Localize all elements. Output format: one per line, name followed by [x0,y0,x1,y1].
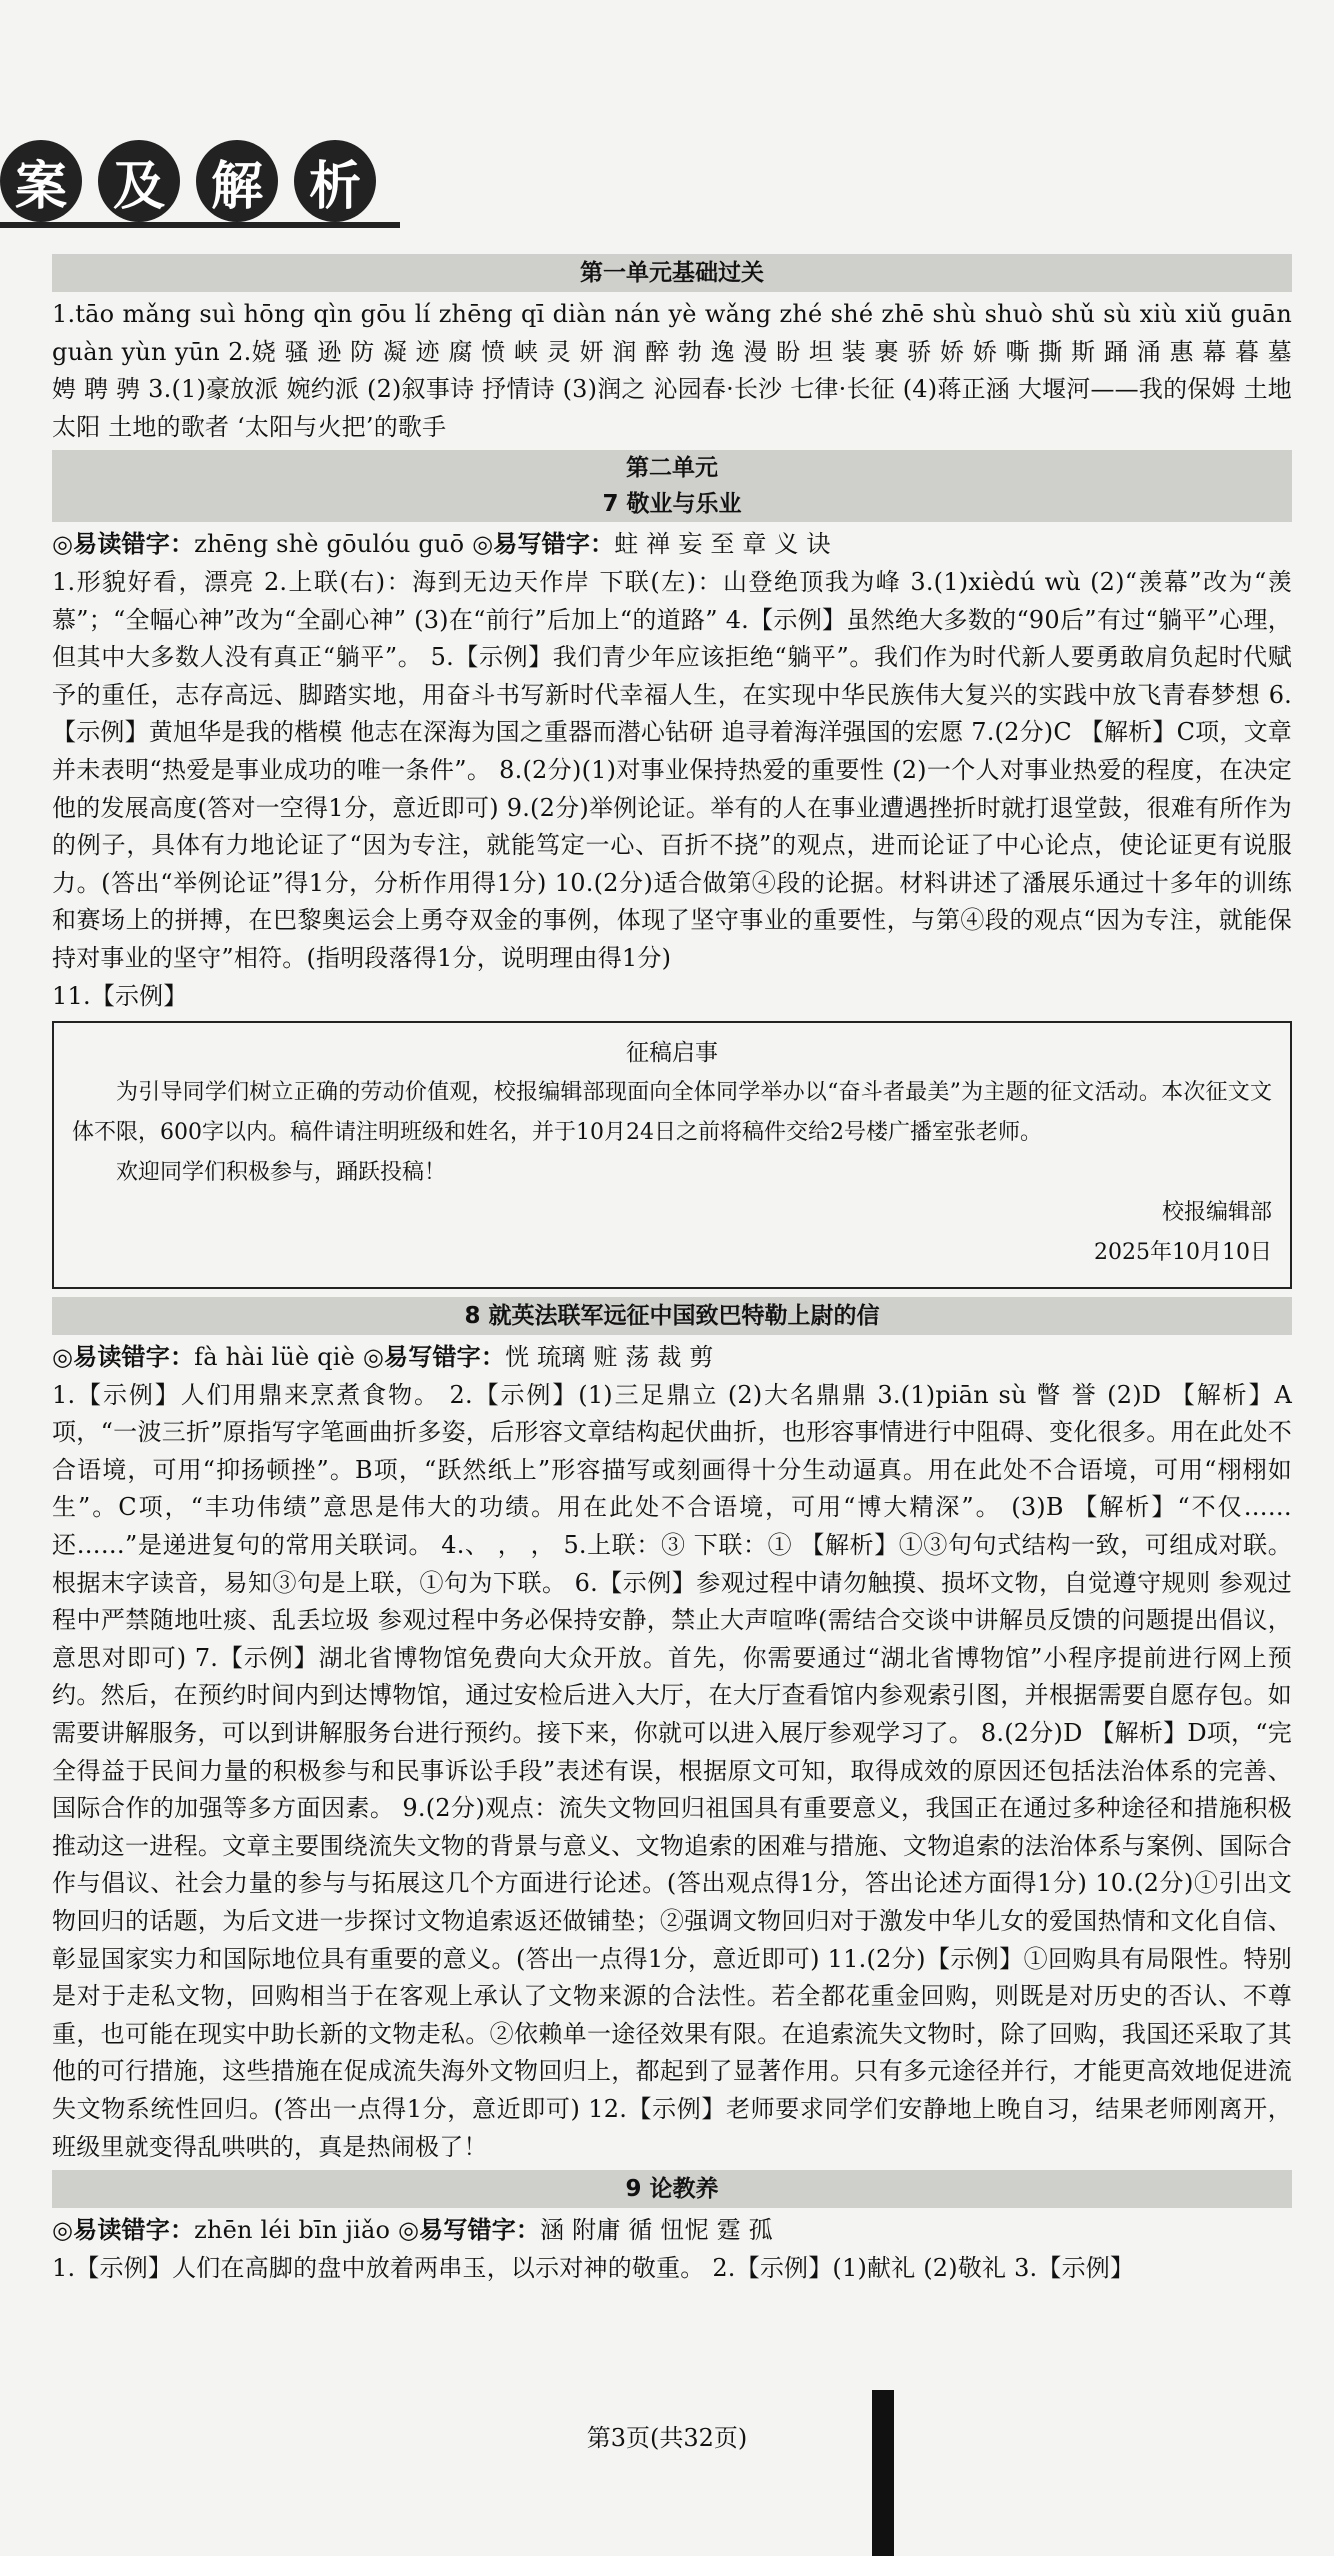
lesson7-keywords [52,526,1292,564]
title-char: 案 [0,140,82,222]
write-label: ◎易写错字： [472,530,615,559]
notice-sign: 校报编辑部 [1161,1200,1272,1226]
write-value: 涵 附庸 循 忸怩 霆 孤 [540,2216,773,2245]
notice-paragraph: 欢迎同学们积极参与，踊跃投稿！ [116,1160,447,1186]
lesson7-title: 7 敬业与乐业 [602,491,742,518]
answer-title [0,140,392,222]
read-label: ◎易读错字： [52,530,195,559]
write-label: ◎易写错字： [397,2216,541,2245]
lesson8-answers: 1.【示例】人们用鼎来烹煮食物。 2.【示例】(1)三足鼎立 (2)大名鼎鼎 3.(1)piān sù 瞥 誉 (2)D 【解析】A项，“一波三折”原指写字笔画曲折多姿，后形容文章结构起伏曲折，也形容事情进行中阻碍、变化很多。用在此处不合语境，可用“抑扬顿挫”。B项，“跃然纸上”形容描写或刻画得十分生动逼真。用在此处不合语境，可用“栩栩如生”。C项，“丰功伟绩”意思是伟大的功绩。用在此处不合语境，可用“博大精深”。 (3)B 【解析】“不仅……还……”是递进复句的常用关联词。 4.、 ， ， 5.上联：③ 下联：① 【解析】①③句句式结构一致，可组成对联。根据末字读音，易知③句是上联，①句为下联。 6.【示例】参观过程中请勿触摸、损坏文物，自觉遵守规则 参观过程中严禁随地吐痰、乱丢垃圾 参观过程中务必保持安静，禁止大声喧哗(需结合交谈中讲解员反馈的问题提出倡议，意思对即可) 7.【示例】湖北省博物馆免费向大众开放。首先，你需要通过“湖北省博物馆”小程序提前进行网上预约。然后，在预约时间内到达博物馆，通过安检后进入大厅，在大厅查看馆内参观索引图，并根据需要自愿存包。如需要讲解服务，可以到讲解服务台进行预约。接下来，你就可以进入展厅参观学习了。 8.(2分)D 【解析】D项，“完全得益于民间力量的积极参与和民事诉讼手段”表述有误，根据原文可知，取得成效的原因还包括法治体系的完善、国际合作的加强等多方面因素。 9.(2分)观点：流失文物回归祖国具有重要意义，我国正在通过多种途径和措施积极推动这一进程。文章主要围绕流失文物的背景与意义、文物追索的困难与措施、文物追索的法治体系与案例、国际合作与倡议、社会力量的参与与拓展这几个方面进行论述。(答出观点得1分，答出论述方面得1分) 10.(2分)①引出文物回归的话题，为后文进一步探讨文物追索返还做铺垫；②强调文物回归对于激发中华儿女的爱国热情和文化自信、彰显国家实力和国际地位具有重要的意义。(答出一点得1分，意近即可) 11.(2分)【示例】①回购具有局限性。特别是对于走私文物，回购相当于在客观上承认了文物来源的合法性。若全都花重金回购，则既是对历史的否认、不尊重，也可能在现实中助长新的文物走私。②依赖单一途径效果有限。在追索流失文物时，除了回购，我国还采取了其他的可行措施，这些措施在促成流失海外文物回归上，都起到了显著作用。只有多元途径并行，才能更高效地促进流失文物系统性回归。(答出一点得1分，意近即可) 12.【示例】老师要求同学们安静地上晚自习，结果老师刚离开，班级里就变得乱哄哄的，真是热闹极了！ [52,1380,1292,2161]
notice-paragraph: 为引导同学们树立正确的劳动价值观，校报编辑部现面向全体同学举办以“奋斗者最美”为主题的征文活动。本次征文文体不限，600字以内。稿件请注明班级和姓名，并于10月24日之前将稿件交给2号楼广播室张老师。 [72,1080,1272,1146]
answer-content [52,250,1292,2287]
unit2-heading [52,450,1292,522]
notice-title: 征稿启事 [626,1040,718,1067]
lesson8-title: 8 就英法联军远征中国致巴特勒上尉的信 [52,1297,1292,1335]
title-char: 解 [196,140,278,222]
write-value: 恍 琉璃 赃 荡 裁 剪 [505,1343,714,1372]
unit2-title: 第二单元 [626,455,718,482]
unit1-answers: 1.tāo mǎng suì hōng qìn gōu lí zhēng qī diàn nán yè wǎng zhé shé zhē shù shuò shǔ sù xiù xiǔ guān guàn yùn yūn 2.娆 骚 逊 防 凝 迹 腐 愤 峡 灵 妍 润 醉 勃 逸 漫 盼 坦 装 裹 骄 娇 娇 嘶 撕 斯 踊 涌 惠 幕 暮 墓 娉 聘 骋 3.(1)豪放派 婉约派 (2)叙事诗 抒情诗 (3)润之 沁园春·长沙 七律·长征 (4)蒋正涵 大堰河——我的保姆 土地 太阳 土地的歌者 ‘太阳与火把’的歌手 [52,300,1292,441]
title-underline [0,222,400,228]
lesson9-keywords [52,2212,1292,2250]
read-label: ◎易读错字： [52,1343,195,1372]
lesson8-keywords [52,1339,1292,1377]
title-char: 析 [294,140,376,222]
lesson9-answers: 1.【示例】人们在高脚的盘中放着两串玉，以示对神的敬重。 2.【示例】(1)献礼 (2)敬礼 3.【示例】 [52,2253,1135,2282]
essay-notice-box [52,1021,1292,1289]
page-number: 第3页(共32页) [586,2424,748,2452]
lesson7-q11: 11.【示例】 [52,981,188,1010]
notice-date: 2025年10月10日 [1094,1240,1272,1266]
scan-shadow [872,2390,894,2556]
lesson9-title: 9 论教养 [52,2170,1292,2208]
read-value: fà hài lüè qiè [194,1343,356,1372]
lesson7-answers: 1.形貌好看，漂亮 2.上联(右)：海到无边天作岸 下联(左)：山登绝顶我为峰 3.(1)xièdú wù (2)“羡幕”改为“羡慕”；“全幅心神”改为“全副心神” (3)在“前行”后加上“的道路” 4.【示例】虽然绝大多数的“90后”有过“躺平”心理，但其中大多数人没有真正“躺平”。 5.【示例】我们青少年应该拒绝“躺平”。我们作为时代新人要勇敢肩负起时代赋予的重任，志存高远、脚踏实地，用奋斗书写新时代幸福人生，在实现中华民族伟大复兴的实践中放飞青春梦想 6.【示例】黄旭华是我的楷模 他志在深海为国之重器而潜心钻研 追寻着海洋强国的宏愿 7.(2分)C 【解析】C项，文章并未表明“热爱是事业成功的唯一条件”。 8.(2分)(1)对事业保持热爱的重要性 (2)一个人对事业热爱的程度，在决定他的发展高度(答对一空得1分，意近即可) 9.(2分)举例论证。举有的人在事业遭遇挫折时就打退堂鼓，很难有所作为的例子，具体有力地论证了“因为专注，就能笃定一心、百折不挠”的观点，进而论证了中心论点，使论证更有说服力。(答出“举例论证”得1分，分析作用得1分) 10.(2分)适合做第④段的论据。材料讲述了潘展乐通过十多年的训练和赛场上的拼搏，在巴黎奥运会上勇夺双金的事例，体现了坚守事业的重要性，与第④段的观点“因为专注，就能保持对事业的坚守”相符。(指明段落得1分，说明理由得1分) [52,567,1292,972]
unit1-heading: 第一单元基础过关 [52,254,1292,292]
write-value: 蛀 禅 妄 至 章 义 诀 [614,530,831,559]
title-char: 及 [98,140,180,222]
write-label: ◎易写错字： [362,1343,506,1372]
read-value: zhēng shè gōulóu guō [194,530,465,559]
read-value: zhēn léi bīn jiǎo [194,2216,391,2245]
read-label: ◎易读错字： [52,2216,195,2245]
